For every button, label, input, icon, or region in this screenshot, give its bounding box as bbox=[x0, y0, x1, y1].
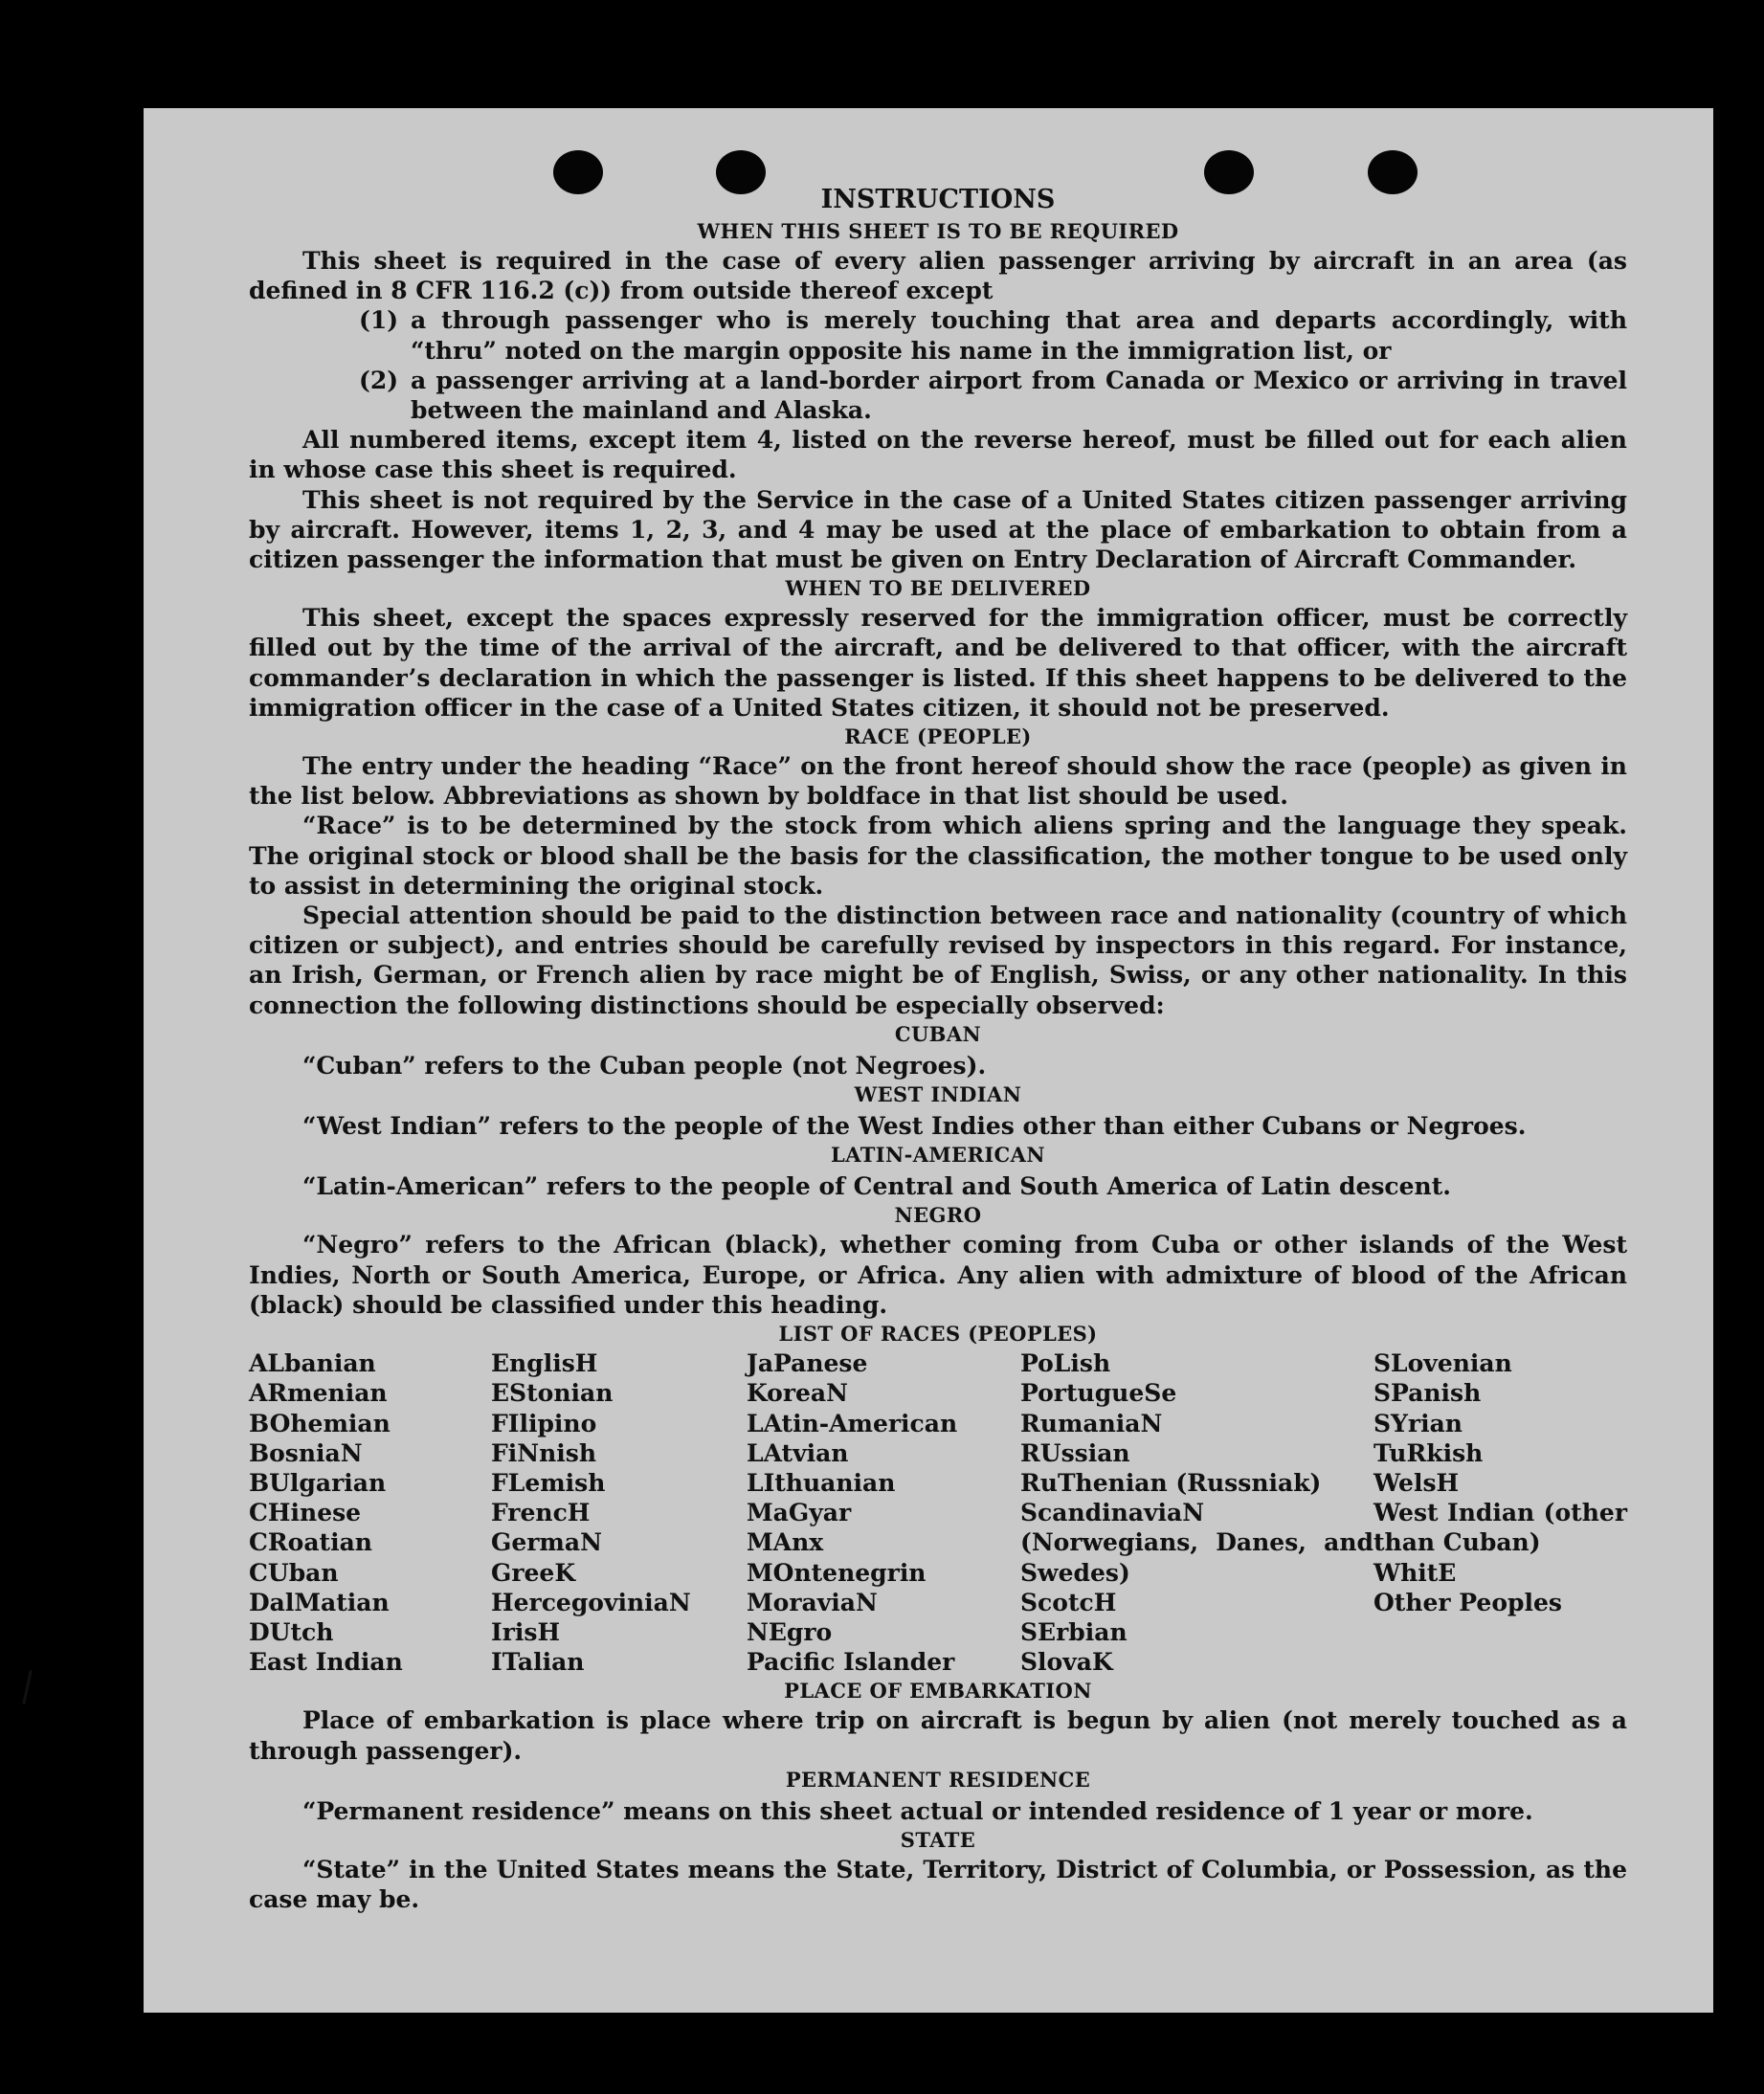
race-entry: RumaniaN bbox=[1020, 1409, 1163, 1437]
heading-west-indian: WEST INDIAN bbox=[854, 1082, 1022, 1107]
race-entry: LIthuanian bbox=[747, 1468, 896, 1497]
heading-permanent-residence: PERMANENT RESIDENCE bbox=[785, 1767, 1091, 1792]
races-column-1 bbox=[249, 1348, 491, 1677]
paragraph: “Permanent residence” means on this sheet actual or intended residence of 1 year or more. bbox=[302, 1796, 1533, 1825]
race-entry: MOntenegrin bbox=[747, 1558, 927, 1587]
heading-embarkation: PLACE OF EMBARKATION bbox=[784, 1679, 1092, 1704]
paragraph: The entry under the heading “Race” on the front hereof should show the race (people) as given in the list below. Abbreviations as shown by boldface in that list should be used. bbox=[249, 752, 1627, 811]
races-table bbox=[249, 1348, 1627, 1677]
paragraph: “Latin-American” refers to the people of Central and South America of Latin descent. bbox=[302, 1172, 1451, 1201]
list-item bbox=[249, 305, 1627, 365]
race-entry: BUlgarian bbox=[249, 1468, 387, 1497]
race-entry: Other Peoples bbox=[1373, 1588, 1562, 1616]
paragraph: “State” in the United States means the State, Territory, District of Columbia, or Possession, as the case may be. bbox=[249, 1855, 1627, 1914]
paragraph: “Race” is to be determined by the stock from which aliens spring and the language they speak. The original stock or blood shall be the basis for the classification, the mother tongue to be used only to assist in determining the original stock. bbox=[249, 812, 1627, 900]
race-entry: LAtvian bbox=[747, 1438, 849, 1467]
race-entry: MoraviaN bbox=[747, 1588, 878, 1616]
page-title: INSTRUCTIONS bbox=[820, 185, 1056, 214]
paragraph: This sheet is not required by the Service in the case of a United States citizen passenger arriving by aircraft. However, items 1, 2, 3, and 4 may be used at the place of embarkation to obtain from a citizen passenger the information that must be given on Entry Declaration of Aircraft Commander. bbox=[249, 485, 1627, 574]
race-entry: WelsH bbox=[1373, 1468, 1460, 1497]
race-entry: FIlipino bbox=[491, 1409, 597, 1437]
heading-list-of-races: LIST OF RACES (PEOPLES) bbox=[778, 1322, 1098, 1347]
races-column-2 bbox=[491, 1348, 747, 1677]
race-entry: FLemish bbox=[491, 1468, 606, 1497]
race-entry: ITalian bbox=[491, 1648, 585, 1677]
race-entry: TuRkish bbox=[1373, 1438, 1484, 1467]
paragraph: “Cuban” refers to the Cuban people (not Negroes). bbox=[302, 1051, 987, 1080]
race-entry: RuThenian (Russniak) bbox=[1020, 1468, 1322, 1497]
race-entry: LAtin-American bbox=[747, 1409, 958, 1437]
race-entry: WhitE bbox=[1373, 1558, 1457, 1587]
race-entry: EnglisH bbox=[491, 1349, 598, 1378]
heading-state: STATE bbox=[900, 1827, 976, 1852]
race-entry: West Indian (other than Cuban) bbox=[1373, 1499, 1627, 1557]
race-entry: BOhemian bbox=[249, 1409, 391, 1437]
race-entry: DUtch bbox=[249, 1617, 334, 1646]
race-entry: ARmenian bbox=[249, 1379, 388, 1408]
race-entry: MAnx bbox=[747, 1528, 824, 1557]
document-sheet bbox=[144, 108, 1713, 2013]
race-entry: CRoatian bbox=[249, 1528, 372, 1557]
heading-when-delivered: WHEN TO BE DELIVERED bbox=[785, 576, 1091, 601]
race-entry: SYrian bbox=[1373, 1409, 1463, 1437]
race-entry: GermaN bbox=[491, 1528, 602, 1557]
race-entry: ScandinaviaN (Norwegians, Danes, and Swedes) bbox=[1020, 1499, 1373, 1587]
race-entry: KoreaN bbox=[747, 1379, 848, 1408]
races-column-5 bbox=[1373, 1348, 1627, 1677]
heading-cuban: CUBAN bbox=[894, 1021, 982, 1046]
paragraph: Special attention should be paid to the distinction between race and nationality (country of which citizen or subject), and entries should be carefully revised by inspectors in this regard. For instance, an Irish, German, or French alien by race might be of English, Swiss, or any other nationality. In this connection the following distinctions should be especially observed: bbox=[249, 902, 1627, 1019]
race-entry: ALbanian bbox=[249, 1349, 376, 1378]
item-number: (2) bbox=[359, 366, 399, 394]
paragraph: Place of embarkation is place where trip on aircraft is begun by alien (not merely touched as a through passenger). bbox=[249, 1706, 1627, 1765]
race-entry: CHinese bbox=[249, 1499, 362, 1527]
races-column-4 bbox=[1020, 1348, 1373, 1677]
list-item bbox=[249, 366, 1627, 425]
paragraph: This sheet, except the spaces expressly reserved for the immigration officer, must be correctly filled out by the time of the arrival of the aircraft, and be delivered to that officer, with the aircraft commander’s declaration in which the passenger is listed. If this sheet happens to be delivered to the immigration officer in the case of a United States citizen, it should not be preserved. bbox=[249, 604, 1627, 722]
edge-mark bbox=[22, 1670, 32, 1704]
heading-race: RACE (PEOPLE) bbox=[844, 724, 1032, 749]
races-column-3 bbox=[747, 1348, 1020, 1677]
race-entry: ScotcH bbox=[1020, 1588, 1117, 1616]
race-entry: IrisH bbox=[491, 1617, 561, 1646]
race-entry: NEgro bbox=[747, 1617, 833, 1646]
item-number: (1) bbox=[359, 306, 399, 335]
heading-when-required: WHEN THIS SHEET IS TO BE REQUIRED bbox=[697, 219, 1179, 243]
item-text: a passenger arriving at a land-border airport from Canada or Mexico or arriving in travel between the mainland and Alaska. bbox=[411, 366, 1627, 425]
race-entry: JaPanese bbox=[747, 1349, 868, 1378]
race-entry: SErbian bbox=[1020, 1617, 1128, 1646]
paragraph: This sheet is required in the case of every alien passenger arriving by aircraft in an area (as defined in 8 CFR 116.2 (c)) from outside thereof except bbox=[249, 247, 1627, 305]
paragraph: “West Indian” refers to the people of the West Indies other than either Cubans or Negroes. bbox=[302, 1112, 1527, 1141]
paragraph: All numbered items, except item 4, listed on the reverse hereof, must be filled out for each alien in whose case this sheet is required. bbox=[249, 426, 1627, 484]
race-entry: PortugueSe bbox=[1020, 1379, 1177, 1408]
race-entry: MaGyar bbox=[747, 1499, 852, 1527]
race-entry: SlovaK bbox=[1020, 1648, 1113, 1677]
race-entry: RUssian bbox=[1020, 1438, 1130, 1467]
race-entry: HercegoviniaN bbox=[491, 1588, 691, 1616]
paragraph: “Negro” refers to the African (black), whether coming from Cuba or other islands of the West Indies, North or South America, Europe, or Africa. Any alien with admixture of blood of the African (black) should be classified under this heading. bbox=[249, 1231, 1627, 1319]
race-entry: FrencH bbox=[491, 1499, 591, 1527]
race-entry: SLovenian bbox=[1373, 1349, 1512, 1378]
race-entry: SPanish bbox=[1373, 1379, 1482, 1408]
race-entry: East Indian bbox=[249, 1648, 403, 1677]
race-entry: EStonian bbox=[491, 1379, 614, 1408]
race-entry: GreeK bbox=[491, 1558, 576, 1587]
heading-negro: NEGRO bbox=[894, 1203, 982, 1228]
race-entry: FiNnish bbox=[491, 1438, 597, 1467]
race-entry: Pacific Islander bbox=[747, 1648, 955, 1677]
instructions-text bbox=[249, 183, 1627, 1914]
race-entry: BosniaN bbox=[249, 1438, 363, 1467]
race-entry: CUban bbox=[249, 1558, 339, 1587]
race-entry: DalMatian bbox=[249, 1588, 390, 1616]
item-text: a through passenger who is merely touching that area and departs accordingly, with “thru” noted on the margin opposite his name in the immigration list, or bbox=[411, 306, 1627, 365]
heading-latin-american: LATIN-AMERICAN bbox=[831, 1143, 1045, 1168]
race-entry: PoLish bbox=[1020, 1349, 1111, 1378]
